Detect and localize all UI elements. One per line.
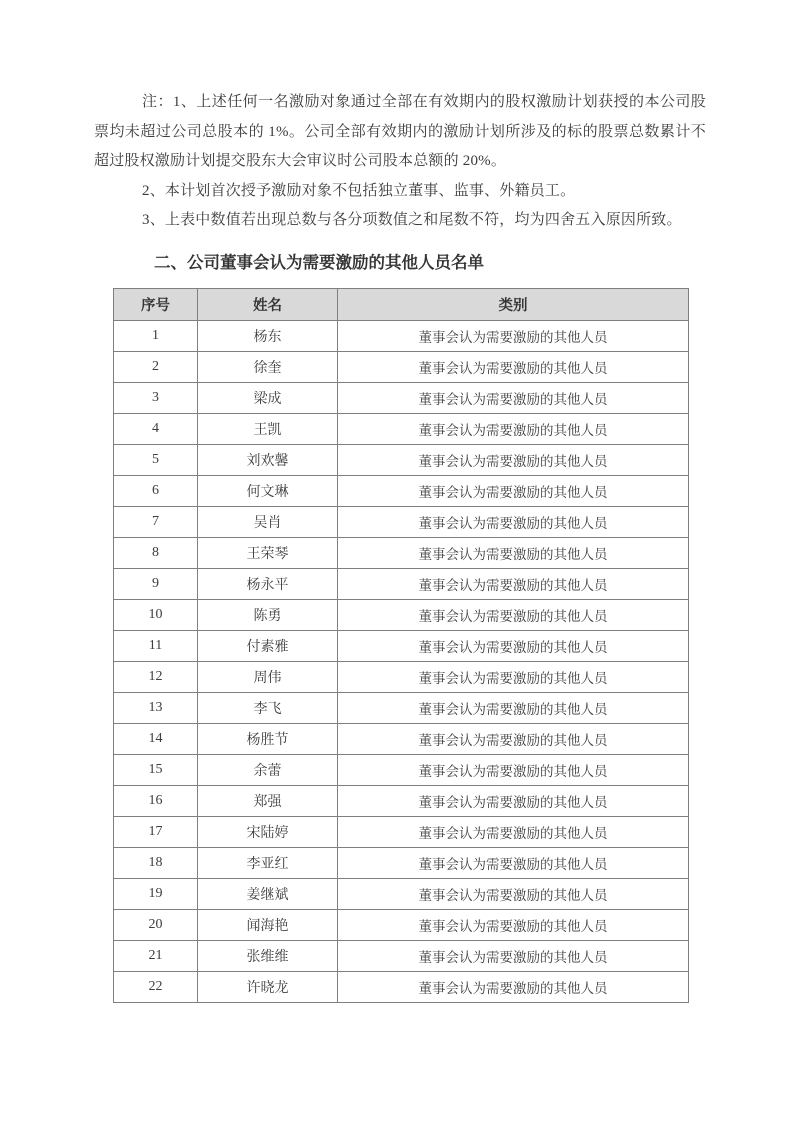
table-row bbox=[114, 878, 689, 909]
section-title: 二、公司董事会认为需要激励的其他人员名单 bbox=[154, 252, 484, 272]
cell-category: 董事会认为需要激励的其他人员 bbox=[338, 413, 689, 444]
table-row bbox=[114, 909, 689, 940]
cell-category: 董事会认为需要激励的其他人员 bbox=[338, 568, 689, 599]
cell-category: 董事会认为需要激励的其他人员 bbox=[338, 599, 689, 630]
table-row bbox=[114, 413, 689, 444]
table-row bbox=[114, 785, 689, 816]
cell-name: 张维维 bbox=[198, 940, 338, 971]
cell-category: 董事会认为需要激励的其他人员 bbox=[338, 754, 689, 785]
note-paragraph-3: 3、上表中数值若出现总数与各分项数值之和尾数不符，均为四舍五入原因所致。 bbox=[142, 212, 682, 228]
table-header-row bbox=[114, 288, 689, 320]
cell-name: 吴肖 bbox=[198, 506, 338, 537]
cell-category: 董事会认为需要激励的其他人员 bbox=[338, 320, 689, 351]
cell-category: 董事会认为需要激励的其他人员 bbox=[338, 816, 689, 847]
cell-name: 宋陆婷 bbox=[198, 816, 338, 847]
cell-no: 7 bbox=[114, 506, 198, 537]
cell-no: 20 bbox=[114, 909, 198, 940]
cell-name: 陈勇 bbox=[198, 599, 338, 630]
cell-name: 许晓龙 bbox=[198, 971, 338, 1002]
cell-category: 董事会认为需要激励的其他人员 bbox=[338, 444, 689, 475]
table-row bbox=[114, 351, 689, 382]
cell-name: 何文琳 bbox=[198, 475, 338, 506]
personnel-table bbox=[113, 288, 689, 1003]
cell-name: 李飞 bbox=[198, 692, 338, 723]
table-row bbox=[114, 568, 689, 599]
table-row bbox=[114, 506, 689, 537]
cell-category: 董事会认为需要激励的其他人员 bbox=[338, 909, 689, 940]
header-no: 序号 bbox=[114, 288, 198, 320]
cell-category: 董事会认为需要激励的其他人员 bbox=[338, 723, 689, 754]
cell-category: 董事会认为需要激励的其他人员 bbox=[338, 785, 689, 816]
table-row bbox=[114, 847, 689, 878]
table-row bbox=[114, 444, 689, 475]
cell-no: 19 bbox=[114, 878, 198, 909]
cell-category: 董事会认为需要激励的其他人员 bbox=[338, 971, 689, 1002]
table-row bbox=[114, 971, 689, 1002]
cell-no: 5 bbox=[114, 444, 198, 475]
cell-name: 杨东 bbox=[198, 320, 338, 351]
cell-no: 12 bbox=[114, 661, 198, 692]
cell-category: 董事会认为需要激励的其他人员 bbox=[338, 940, 689, 971]
cell-no: 9 bbox=[114, 568, 198, 599]
content-area bbox=[94, 88, 706, 1003]
cell-category: 董事会认为需要激励的其他人员 bbox=[338, 661, 689, 692]
cell-category: 董事会认为需要激励的其他人员 bbox=[338, 692, 689, 723]
cell-name: 杨胜节 bbox=[198, 723, 338, 754]
cell-no: 22 bbox=[114, 971, 198, 1002]
cell-name: 姜继斌 bbox=[198, 878, 338, 909]
cell-no: 11 bbox=[114, 630, 198, 661]
cell-name: 闻海艳 bbox=[198, 909, 338, 940]
cell-no: 15 bbox=[114, 754, 198, 785]
cell-category: 董事会认为需要激励的其他人员 bbox=[338, 475, 689, 506]
cell-name: 周伟 bbox=[198, 661, 338, 692]
table-row bbox=[114, 475, 689, 506]
cell-no: 10 bbox=[114, 599, 198, 630]
cell-name: 王荣琴 bbox=[198, 537, 338, 568]
cell-category: 董事会认为需要激励的其他人员 bbox=[338, 351, 689, 382]
table-row bbox=[114, 661, 689, 692]
note-paragraph-2: 2、本计划首次授予激励对象不包括独立董事、监事、外籍员工。 bbox=[142, 182, 576, 199]
cell-no: 6 bbox=[114, 475, 198, 506]
table-row bbox=[114, 320, 689, 351]
cell-name: 梁成 bbox=[198, 382, 338, 413]
note-paragraph-1: 注：1、上述任何一名激励对象通过全部在有效期内的股权激励计划获授的本公司股票均未超过公司总股本的 1%。公司全部有效期内的激励计划所涉及的标的股票总数累计不超过股权激励计划提交股东大会审议时公司股本总额的 20%。 bbox=[94, 94, 706, 169]
table-row bbox=[114, 723, 689, 754]
cell-category: 董事会认为需要激励的其他人员 bbox=[338, 506, 689, 537]
cell-name: 刘欢馨 bbox=[198, 444, 338, 475]
cell-no: 18 bbox=[114, 847, 198, 878]
table-row bbox=[114, 754, 689, 785]
cell-name: 付素雅 bbox=[198, 630, 338, 661]
table-header bbox=[114, 288, 689, 320]
table-row bbox=[114, 537, 689, 568]
cell-no: 17 bbox=[114, 816, 198, 847]
cell-category: 董事会认为需要激励的其他人员 bbox=[338, 878, 689, 909]
cell-name: 徐奎 bbox=[198, 351, 338, 382]
cell-no: 8 bbox=[114, 537, 198, 568]
cell-name: 李亚红 bbox=[198, 847, 338, 878]
cell-name: 王凯 bbox=[198, 413, 338, 444]
table-row bbox=[114, 599, 689, 630]
table-row bbox=[114, 630, 689, 661]
cell-no: 3 bbox=[114, 382, 198, 413]
table-row bbox=[114, 692, 689, 723]
table-row bbox=[114, 816, 689, 847]
cell-no: 2 bbox=[114, 351, 198, 382]
cell-no: 1 bbox=[114, 320, 198, 351]
cell-name: 余蕾 bbox=[198, 754, 338, 785]
cell-no: 4 bbox=[114, 413, 198, 444]
header-name: 姓名 bbox=[198, 288, 338, 320]
table-row bbox=[114, 382, 689, 413]
cell-no: 13 bbox=[114, 692, 198, 723]
cell-category: 董事会认为需要激励的其他人员 bbox=[338, 382, 689, 413]
cell-category: 董事会认为需要激励的其他人员 bbox=[338, 537, 689, 568]
notes-block bbox=[94, 88, 706, 236]
table-body bbox=[114, 320, 689, 1002]
header-category: 类别 bbox=[338, 288, 689, 320]
cell-no: 16 bbox=[114, 785, 198, 816]
cell-category: 董事会认为需要激励的其他人员 bbox=[338, 630, 689, 661]
cell-name: 杨永平 bbox=[198, 568, 338, 599]
cell-name: 郑强 bbox=[198, 785, 338, 816]
cell-no: 21 bbox=[114, 940, 198, 971]
table-row bbox=[114, 940, 689, 971]
cell-no: 14 bbox=[114, 723, 198, 754]
cell-category: 董事会认为需要激励的其他人员 bbox=[338, 847, 689, 878]
